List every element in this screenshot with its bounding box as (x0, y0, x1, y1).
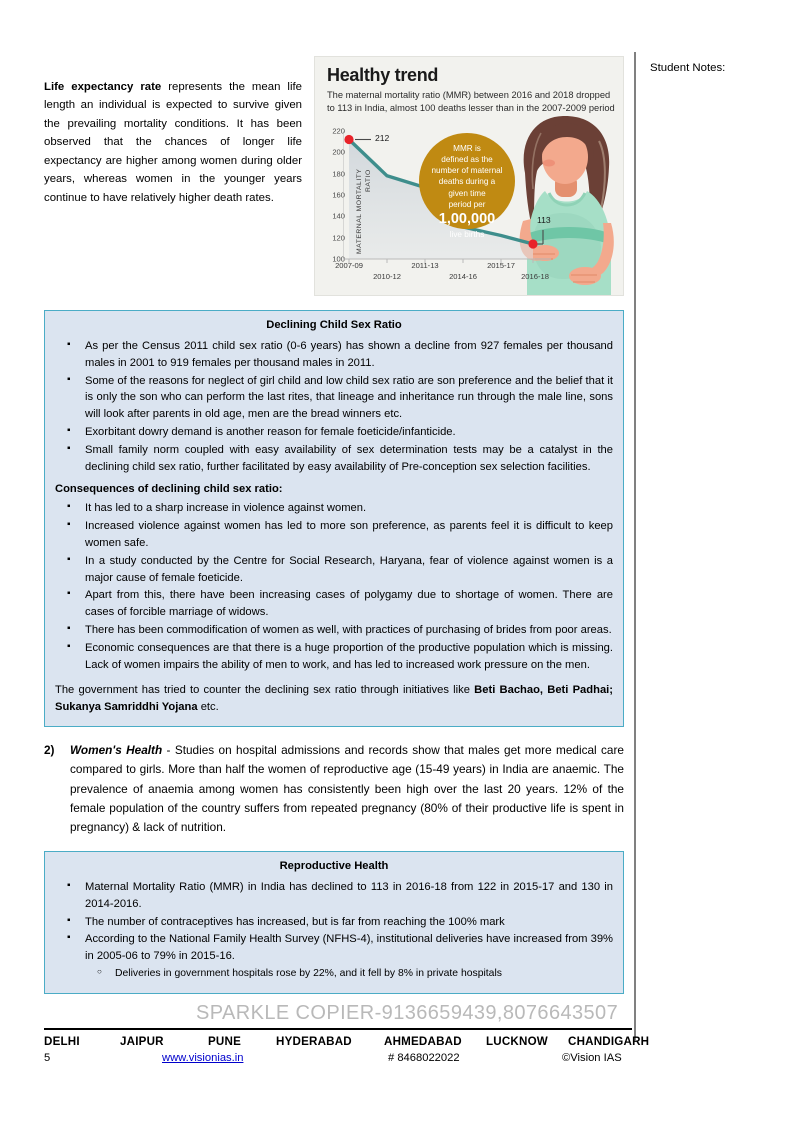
student-notes-heading: Student Notes: (650, 62, 726, 74)
y-tick-160: 160 (332, 190, 345, 200)
callout-tail: live births (449, 230, 485, 240)
main-content-column (44, 56, 624, 994)
tail-prefix: The government has tried to counter the declining sex ratio through initiatives like (55, 684, 475, 697)
x-tick-2007-09: 2007-09 (335, 261, 363, 270)
healthy-trend-infographic (314, 56, 624, 296)
footer-city-delhi: DELHI (44, 1035, 80, 1048)
footer-meta-row (44, 1052, 632, 1070)
footer-city-jaipur: JAIPUR (120, 1035, 164, 1048)
intro-row (44, 56, 624, 296)
list-item-text: According to the National Family Health Survey (NFHS-4), institutional deliveries have increased from 39% in 2005-06 to 79% in 2015-16. (85, 933, 613, 963)
footer-divider (44, 1028, 632, 1030)
x-tick-2010-12: 2010-12 (373, 272, 401, 281)
government-initiatives-text (55, 682, 613, 716)
consequences-heading: Consequences of declining child sex ratio: (55, 483, 283, 496)
tail-suffix: etc. (197, 701, 219, 714)
data-point-first (344, 135, 353, 144)
tail-bold-schemes: Beti Bachao, Beti Padhai; Sukanya Samriddhi Yojana (55, 684, 613, 714)
page-footer (44, 1028, 650, 1070)
intro-lead-term: Life expectancy rate (44, 81, 162, 93)
y-axis-title: MATERNAL MORTALITY RATIO (356, 169, 373, 255)
intro-paragraph (44, 56, 302, 207)
footer-copyright: ©Vision IAS (562, 1052, 622, 1064)
mmr-definition-callout (419, 133, 515, 240)
x-tick-2014-16: 2014-16 (449, 272, 477, 281)
callout-line-5: given time (448, 188, 486, 198)
infographic-subtitle: The maternal mortality ratio (MMR) between 2016 and 2018 dropped to 113 in India, almost 100 deaths lesser than in the 2007-2009 period (327, 90, 615, 114)
visionias-link[interactable]: www.visionias.in (162, 1052, 244, 1064)
data-point-last (528, 239, 537, 248)
y-tick-180: 180 (332, 169, 345, 179)
footer-phone: # 8468022022 (388, 1052, 460, 1064)
declining-child-sex-ratio-box (44, 310, 624, 727)
list-item: ▪ Apart from this, there have been increasing cases of polygamy due to shortage of women. There are cases of forcible marriage of widows. (55, 587, 613, 621)
y-tick-120: 120 (332, 233, 345, 243)
list-item: ▪ Maternal Mortality Ratio (MMR) in India has declined to 113 in 2016-18 from 122 in 2015-17 and 130 in 2014-2016. (55, 879, 613, 913)
copier-watermark: SPARKLE COPIER-9136659439,8076643507 (196, 1002, 619, 1024)
x-tick-2015-17: 2015-17 (487, 261, 515, 270)
footer-city-row (44, 1035, 650, 1052)
list-item: ▪ As per the Census 2011 child sex ratio (0-6 years) has shown a decline from 927 females per thousand males in 2001 to 919 females per thousand males in 2011. (55, 338, 613, 372)
callout-line-1: MMR is (453, 144, 481, 153)
y-tick-220: 220 (332, 126, 345, 136)
list-item: ▪ Economic consequences are that there is a huge proportion of the productive population which is missing. Lack of women impairs the ability of men to work, and has led to increased work pressure on the men. (55, 640, 613, 674)
list-item: ○ Deliveries in government hospitals rose by 22%, and it fell by 8% in private hospitals (85, 966, 613, 982)
list-item: ▪ Small family norm coupled with easy availability of sex determination tests may be a catalyst in the declining child sex ratio, further facilitated by easy availability of Pre-conception sex selection facilities. (55, 442, 613, 476)
list-item: ▪ There has been commodification of women as well, with practices of purchasing of brides from poor areas. (55, 622, 613, 639)
callout-big-number: 1,00,000 (438, 210, 496, 227)
child-sex-ratio-bullet-list (55, 338, 613, 475)
reproductive-health-bullet-list (55, 879, 613, 982)
womens-health-text: - Studies on hospital admissions and records show that males get more medical care compared to girls. More than half the women of reproductive age (15-49 years) in India are anaemic. The prevalence of anaemia among women has consistently been high over the last 20 years. 12% of the female population of the country suffers from repeated pregnancy (80% of their productive life is spent in pregnancy) & lack of nutrition. (70, 743, 624, 834)
box-title-child-sex-ratio: Declining Child Sex Ratio (266, 319, 402, 331)
reproductive-health-box (44, 851, 624, 994)
footer-city-chandigarh: CHANDIGARH (568, 1035, 650, 1048)
footer-city-lucknow: LUCKNOW (486, 1035, 548, 1048)
womens-health-body (70, 741, 624, 837)
list-item: ▪ The number of contraceptives has increased, but is far from reaching the 100% mark (55, 914, 613, 931)
footer-city-ahmedabad: AHMEDABAD (384, 1035, 462, 1048)
callout-line-4: deaths during a (438, 177, 496, 187)
margin-separator-line (634, 52, 636, 1040)
infographic-title: Healthy trend (327, 65, 439, 85)
y-tick-140: 140 (332, 211, 345, 221)
x-tick-2016-18: 2016-18 (521, 272, 549, 281)
y-tick-100: 100 (332, 254, 345, 264)
consequences-bullet-list (55, 500, 613, 673)
reproductive-health-sub-list (85, 966, 613, 982)
chart-y-axis-labels (321, 126, 345, 264)
list-number: 2) (44, 743, 55, 758)
callout-line-6: period per (448, 199, 486, 209)
list-item: ▪ In a study conducted by the Centre for Social Research, Haryana, fear of violence against women is a major cause of female foeticide. (55, 553, 613, 587)
intro-body-text: represents the mean life length an individual is expected to survive given the prevailing mortality conditions. It has been observed that the chances of longer life expectancy are higher among women during older years, whereas women in the younger years continue to have relatively higher death rates. (44, 81, 302, 204)
y-tick-200: 200 (332, 147, 345, 157)
box-title-reproductive-health: Reproductive Health (279, 859, 389, 872)
first-value-label: 212 (375, 133, 390, 143)
footer-website-link[interactable] (162, 1052, 243, 1064)
list-item (55, 931, 613, 981)
footer-page-number: 5 (44, 1052, 51, 1064)
callout-line-2: defined as the (441, 155, 493, 165)
womens-health-paragraph (44, 741, 624, 837)
footer-city-pune: PUNE (208, 1035, 242, 1048)
callout-line-3: number of maternal (431, 166, 503, 176)
list-item: ▪ Some of the reasons for neglect of girl child and low child sex ratio are son preference and the belief that it is only the son who can perform the last rites, that lineage and inheritance run through the male line, sons will look after parents in old age, men are the bread winners etc. (55, 373, 613, 423)
chart-x-axis-labels (335, 259, 551, 289)
list-item: ▪ Increased violence against women has led to more son preference, as parents feel it is difficult to keep women safe. (55, 518, 613, 552)
x-tick-2011-13: 2011-13 (411, 261, 439, 270)
list-item: ▪ Exorbitant dowry demand is another reason for female foeticide/infanticide. (55, 424, 613, 441)
list-item: ▪ It has led to a sharp increase in violence against women. (55, 500, 613, 517)
footer-city-hyderabad: HYDERABAD (276, 1035, 352, 1048)
womens-health-heading: Women's Health (70, 743, 163, 758)
last-value-label: 113 (537, 215, 551, 225)
